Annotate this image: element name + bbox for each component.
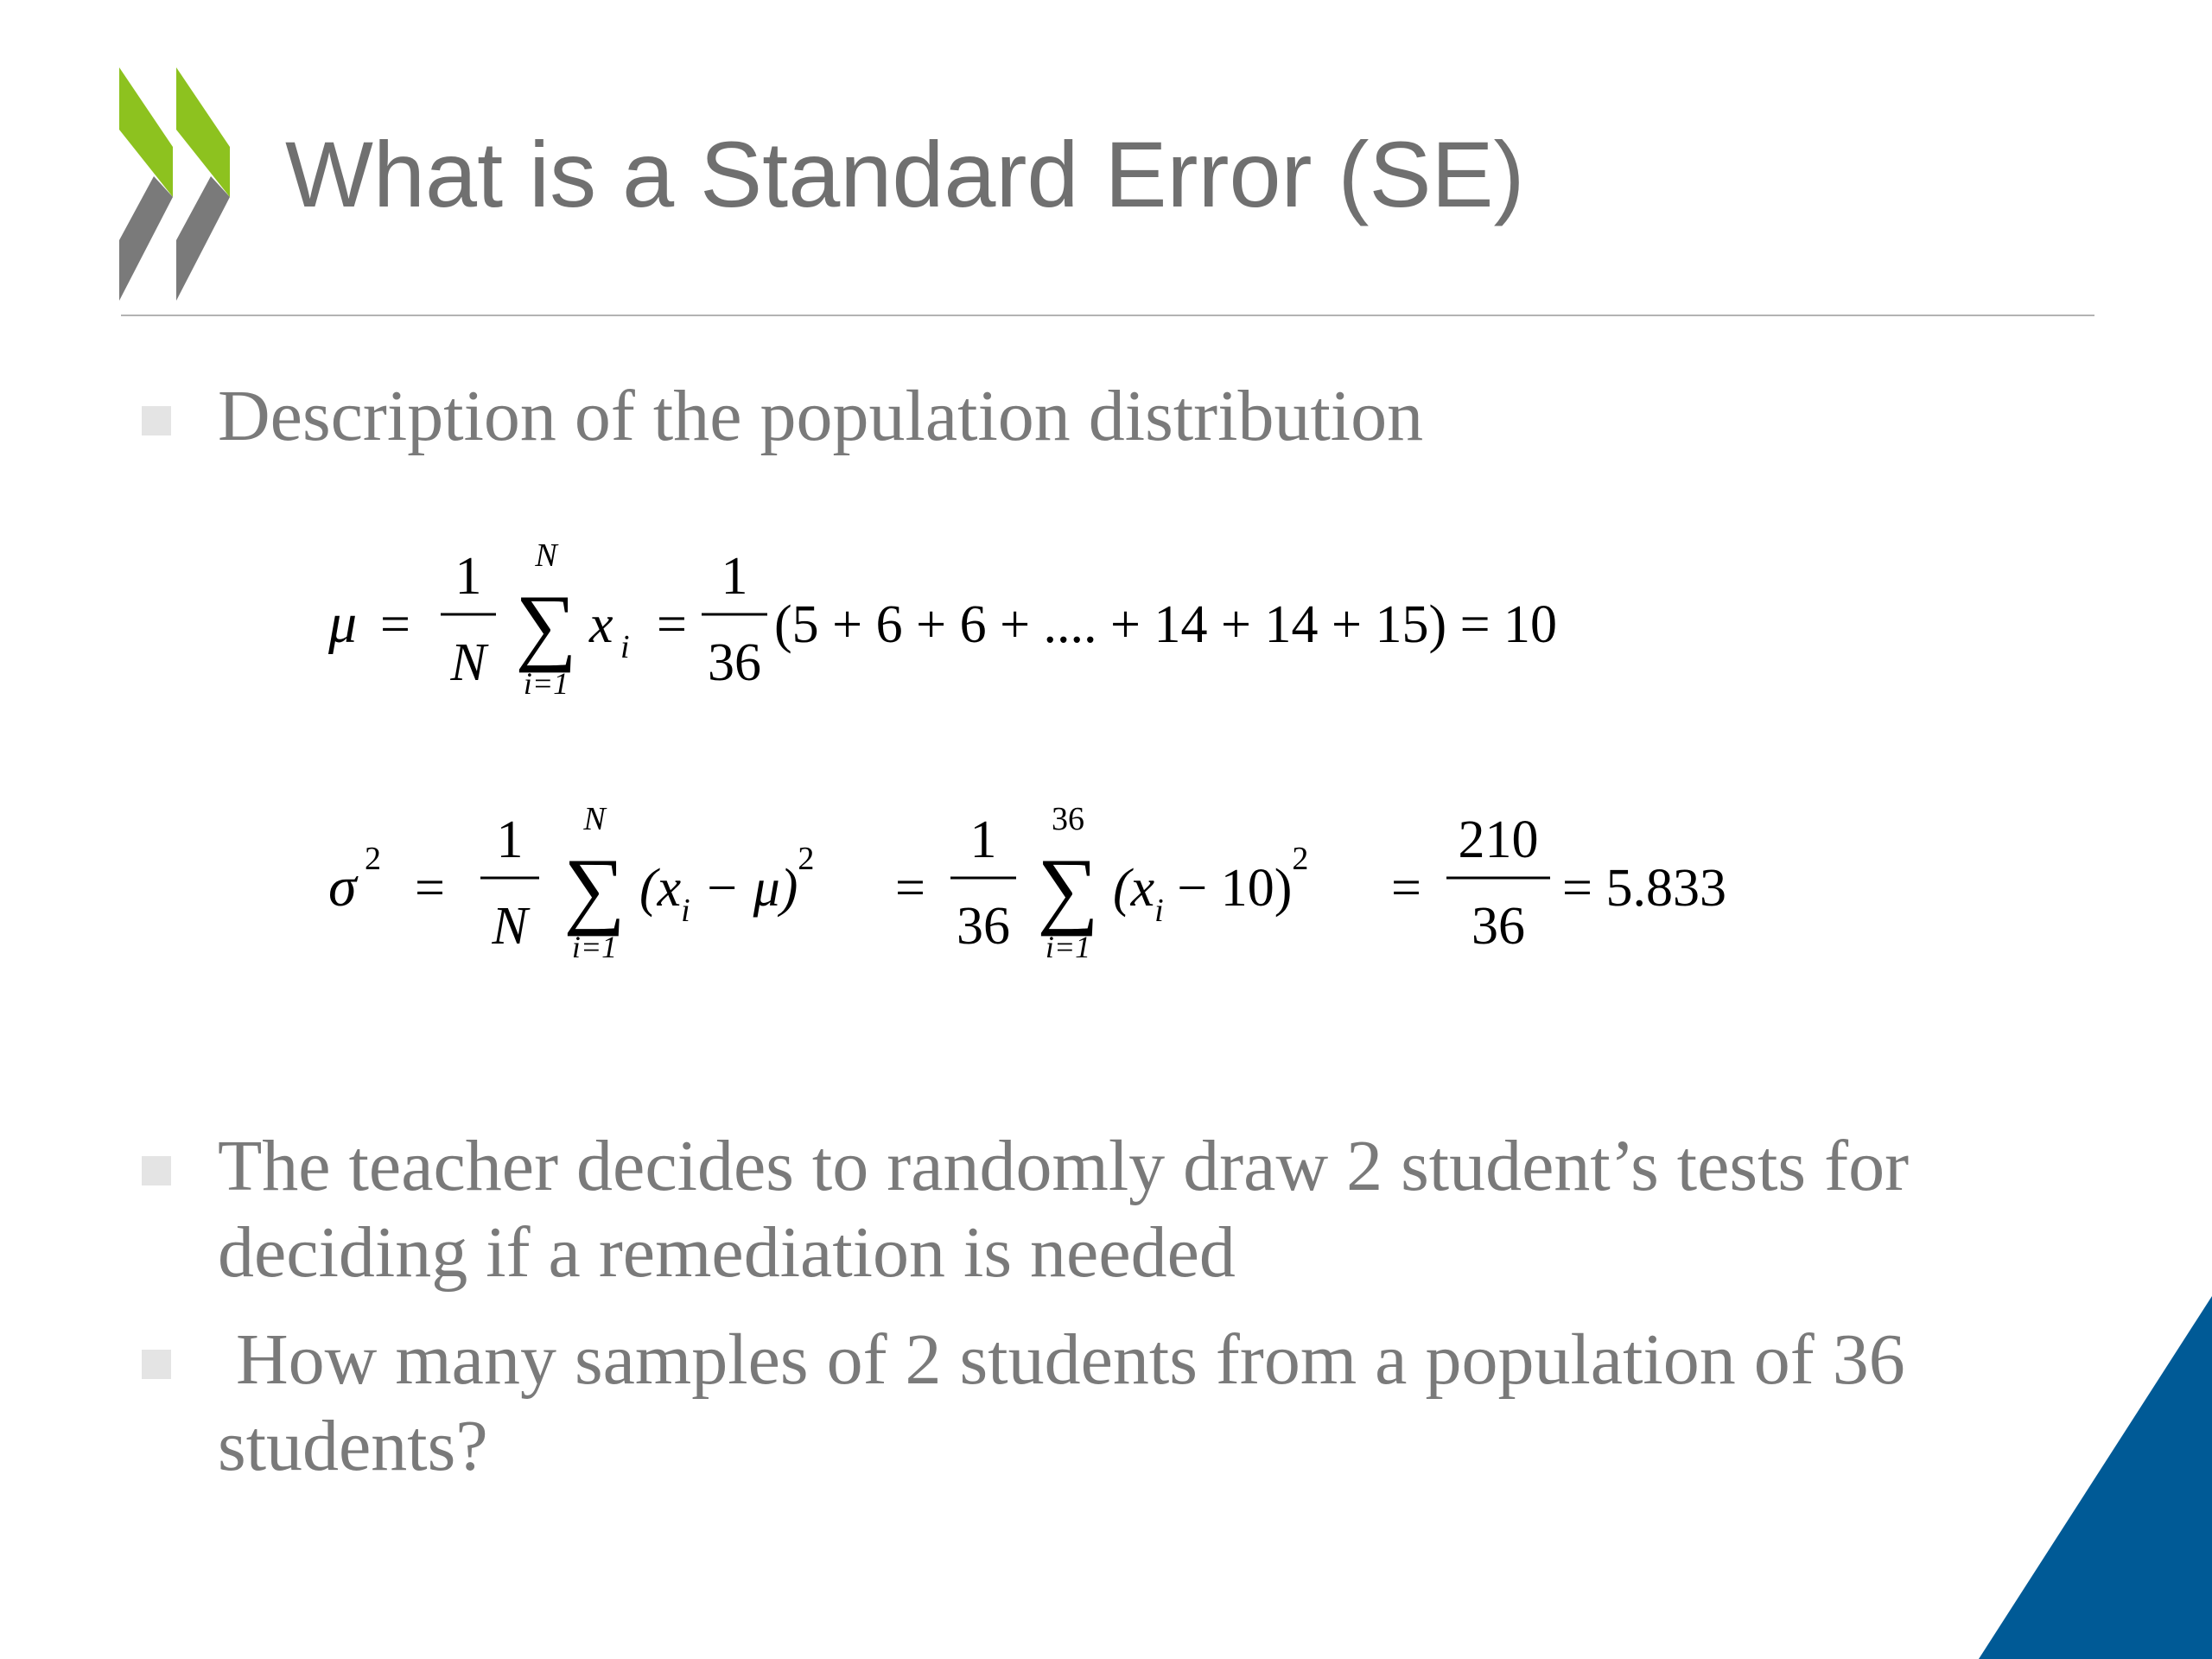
eq-frac-num: 1 bbox=[496, 810, 524, 869]
bullet-marker bbox=[142, 406, 171, 435]
eq-sum-symbol: ∑ bbox=[563, 841, 626, 937]
eq-frac-num: 1 bbox=[454, 547, 482, 606]
eq-sum-lower: i=1 bbox=[1045, 930, 1091, 964]
eq-term-sub: i bbox=[681, 893, 690, 929]
eq-frac-num: 1 bbox=[721, 547, 748, 606]
eq-equals: = bbox=[895, 859, 925, 918]
eq-equals: = bbox=[1391, 859, 1421, 918]
eq-x-sub: i bbox=[620, 629, 630, 665]
eq-term-close: − 10) bbox=[1163, 859, 1293, 918]
eq-sum-lower: i=1 bbox=[571, 930, 618, 964]
eq-mu: μ bbox=[328, 592, 358, 655]
eq-result: = 5.833 bbox=[1562, 859, 1726, 918]
bullet-how-many-samples: How many samples of 2 students from a population of 36 students? bbox=[218, 1319, 1923, 1486]
eq-equals: = bbox=[415, 859, 445, 918]
variance-equation bbox=[285, 804, 1858, 968]
corner-triangle-decoration bbox=[1979, 1296, 2212, 1659]
eq-term-close: − μ) bbox=[690, 859, 798, 918]
eq-frac-den: 36 bbox=[708, 633, 761, 692]
eq-term-sub: i bbox=[1154, 893, 1164, 929]
eq-sum-symbol: ∑ bbox=[515, 577, 577, 673]
bullet-marker bbox=[142, 1350, 171, 1379]
eq-frac-den: N bbox=[450, 633, 486, 692]
bullet-marker bbox=[142, 1156, 171, 1185]
eq-sigma-sup: 2 bbox=[365, 841, 381, 877]
eq-frac-den: 36 bbox=[957, 897, 1010, 956]
eq-sum-upper: N bbox=[535, 540, 557, 574]
mean-equation bbox=[285, 540, 1858, 704]
eq-x: x bbox=[589, 595, 613, 654]
eq-expansion: (5 + 6 + 6 + .... + 14 + 14 + 15) = 10 bbox=[774, 595, 1558, 654]
eq-term bbox=[639, 841, 814, 929]
eq-sum-symbol: ∑ bbox=[1037, 841, 1099, 937]
bullet-teacher-draw: The teacher decides to randomly draw 2 student’s tests for deciding if a remediation is needed bbox=[218, 1126, 1910, 1293]
eq-frac-num: 210 bbox=[1458, 810, 1539, 869]
eq-frac-den: N bbox=[492, 897, 528, 956]
eq-sigma: σ bbox=[328, 855, 357, 918]
chevron-logo-icon bbox=[119, 67, 237, 301]
eq-term-sup: 2 bbox=[1292, 841, 1309, 877]
eq-term bbox=[1113, 841, 1308, 929]
eq-frac-num: 1 bbox=[969, 810, 997, 869]
eq-sum-upper: 36 bbox=[1052, 804, 1084, 837]
eq-term-open: (x bbox=[1113, 859, 1155, 918]
eq-equals: = bbox=[657, 595, 687, 654]
title-divider bbox=[121, 315, 2094, 316]
eq-term-sup: 2 bbox=[798, 841, 815, 877]
eq-sum-lower: i=1 bbox=[523, 666, 569, 701]
eq-frac-den: 36 bbox=[1471, 897, 1525, 956]
bullet-population-description: Description of the population distribution bbox=[218, 376, 1424, 456]
slide-title: What is a Standard Error (SE) bbox=[285, 122, 1525, 226]
eq-term-open: (x bbox=[639, 859, 682, 918]
eq-sum-upper: N bbox=[583, 804, 606, 837]
eq-equals: = bbox=[380, 595, 410, 654]
